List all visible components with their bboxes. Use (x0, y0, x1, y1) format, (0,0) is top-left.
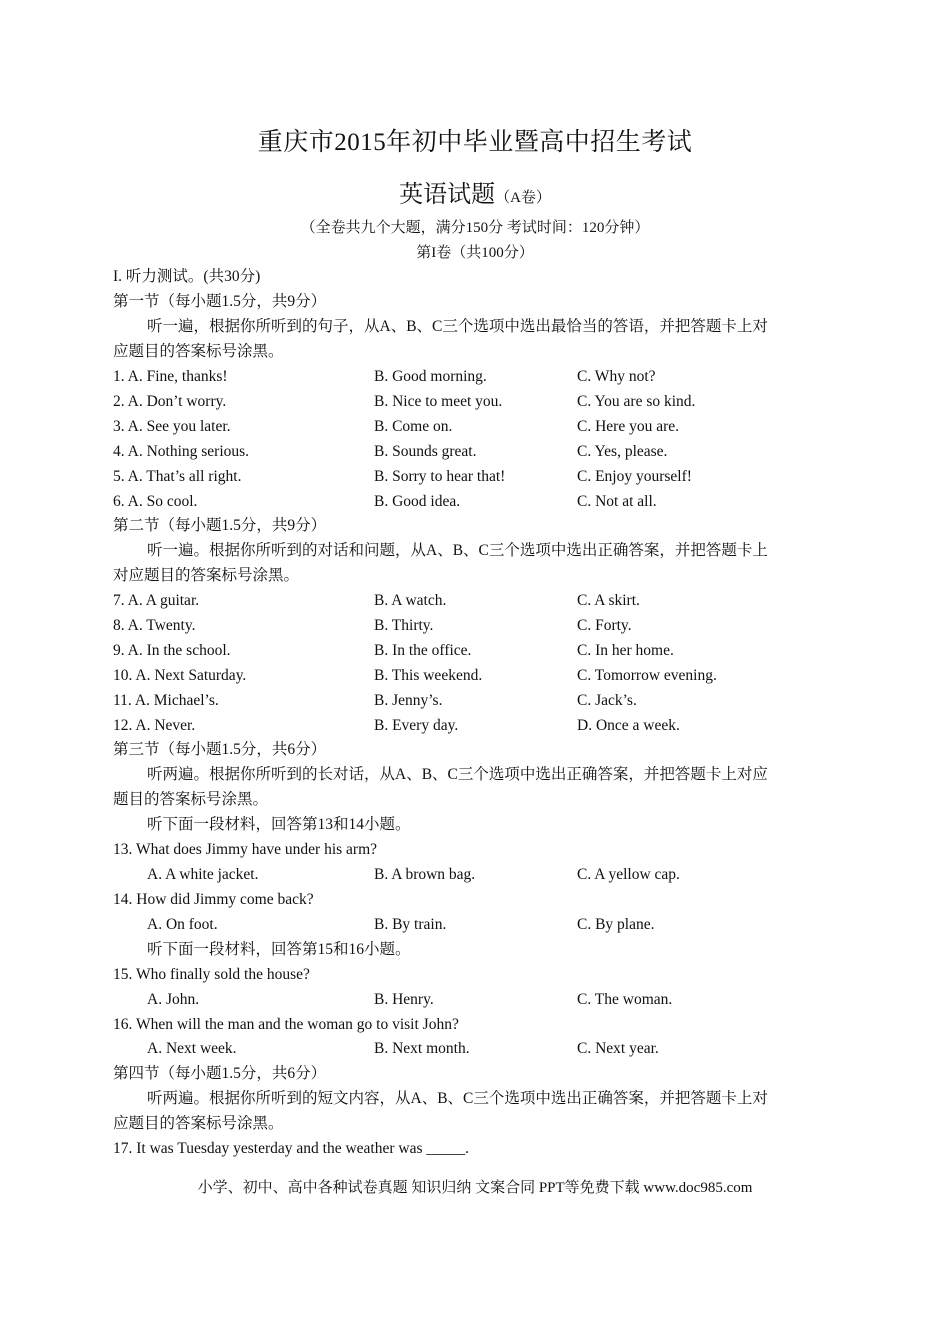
material-note-1: 听下面一段材料，回答第13和14小题。 (147, 816, 411, 833)
option-c: C. Next year. (577, 1040, 659, 1057)
subject-title: 英语试题 (399, 182, 496, 208)
exam-subtitle (0, 174, 950, 209)
part-title: 第I卷（共100分） (416, 245, 534, 261)
option-a: 12. A. Never. (113, 717, 196, 734)
option-c: C. Not at all. (577, 493, 657, 510)
instruction-3-cont: 题目的答案标号涂黑。 (113, 791, 269, 808)
option-b: B. A watch. (374, 592, 447, 609)
option-b: B. Henry. (374, 991, 434, 1008)
option-c: C. The woman. (577, 991, 673, 1008)
subsection-heading-1: 第一节（每小题1.5分，共9分） (113, 293, 327, 310)
question-17-stem: 17. It was Tuesday yesterday and the weather was _____. (113, 1140, 469, 1157)
option-c: C. Yes, please. (577, 443, 668, 460)
option-b: B. Good idea. (374, 493, 461, 510)
option-a: 2. A. Don’t worry. (113, 393, 227, 410)
option-b: B. A brown bag. (374, 866, 476, 883)
instruction-2: 听一遍。根据你所听到的对话和问题，从A、B、C三个选项中选出正确答案，并把答题卡上 (147, 542, 768, 559)
option-a: 10. A. Next Saturday. (113, 667, 247, 684)
exam-meta: （全卷共九个大题，满分150分 考试时间：120分钟） (300, 220, 650, 236)
option-c: C. In her home. (577, 642, 674, 659)
instruction-4: 听两遍。根据你所听到的短文内容，从A、B、C三个选项中选出正确答案，并把答题卡上对 (147, 1090, 768, 1107)
option-a: 8. A. Twenty. (113, 617, 196, 634)
instruction-1: 听一遍，根据你所听到的句子，从A、B、C三个选项中选出最恰当的答语，并把答题卡上对 (147, 318, 768, 335)
option-a: 3. A. See you later. (113, 418, 231, 435)
option-c: C. Jack’s. (577, 692, 637, 709)
option-c: C. Forty. (577, 617, 632, 634)
option-a: 7. A. A guitar. (113, 592, 200, 609)
option-c: C. Why not? (577, 368, 656, 385)
option-a: 5. A. That’s all right. (113, 468, 242, 485)
option-c: C. A skirt. (577, 592, 640, 609)
option-b: B. Good morning. (374, 368, 487, 385)
option-b: B. Next month. (374, 1040, 470, 1057)
option-b: B. This weekend. (374, 667, 483, 684)
option-b: B. Sounds great. (374, 443, 477, 460)
option-b: B. Jenny’s. (374, 692, 443, 709)
subsection-heading-3: 第三节（每小题1.5分，共6分） (113, 741, 327, 758)
subsection-heading-4: 第四节（每小题1.5分，共6分） (113, 1065, 327, 1082)
option-c: C. Here you are. (577, 418, 679, 435)
option-c: C. Enjoy yourself! (577, 468, 692, 485)
instruction-4-cont: 应题目的答案标号涂黑。 (113, 1115, 284, 1132)
option-a: 11. A. Michael’s. (113, 692, 219, 709)
option-c: C. Tomorrow evening. (577, 667, 717, 684)
instruction-2-cont: 对应题目的答案标号涂黑。 (113, 567, 300, 584)
option-b: B. In the office. (374, 642, 472, 659)
option-c: C. You are so kind. (577, 393, 696, 410)
question-16-stem: 16. When will the man and the woman go to visit John? (113, 1016, 459, 1033)
option-a: 4. A. Nothing serious. (113, 443, 250, 460)
option-b: B. By train. (374, 916, 447, 933)
option-d: D. Once a week. (577, 717, 680, 734)
section-heading: I. 听力测试。(共30分) (113, 268, 261, 285)
exam-title: 重庆市2015年初中毕业暨高中招生考试 (257, 129, 693, 156)
instruction-1-cont: 应题目的答案标号涂黑。 (113, 343, 284, 360)
option-c: C. A yellow cap. (577, 866, 680, 883)
page-footer: 小学、初中、高中各种试卷真题 知识归纳 文案合同 PPT等免费下载 www.doc985.com (197, 1180, 753, 1196)
option-c: C. By plane. (577, 916, 655, 933)
option-b: B. Sorry to hear that! (374, 468, 506, 485)
option-a: 6. A. So cool. (113, 493, 198, 510)
instruction-3: 听两遍。根据你所听到的长对话，从A、B、C三个选项中选出正确答案，并把答题卡上对应 (147, 766, 768, 783)
option-b: B. Every day. (374, 717, 459, 734)
question-13-stem: 13. What does Jimmy have under his arm? (113, 841, 378, 858)
option-a: A. A white jacket. (147, 866, 259, 883)
option-a: A. Next week. (147, 1040, 237, 1057)
option-b: B. Come on. (374, 418, 453, 435)
material-note-2: 听下面一段材料，回答第15和16小题。 (147, 941, 411, 958)
question-15-stem: 15. Who finally sold the house? (113, 966, 310, 983)
subsection-heading-2: 第二节（每小题1.5分，共9分） (113, 517, 327, 534)
option-a: A. On foot. (147, 916, 218, 933)
option-a: 9. A. In the school. (113, 642, 231, 659)
option-b: B. Thirty. (374, 617, 434, 634)
question-14-stem: 14. How did Jimmy come back? (113, 891, 314, 908)
paper-version: （A卷） (495, 190, 551, 206)
option-a: 1. A. Fine, thanks! (113, 368, 228, 385)
option-a: A. John. (147, 991, 200, 1008)
option-b: B. Nice to meet you. (374, 393, 503, 410)
